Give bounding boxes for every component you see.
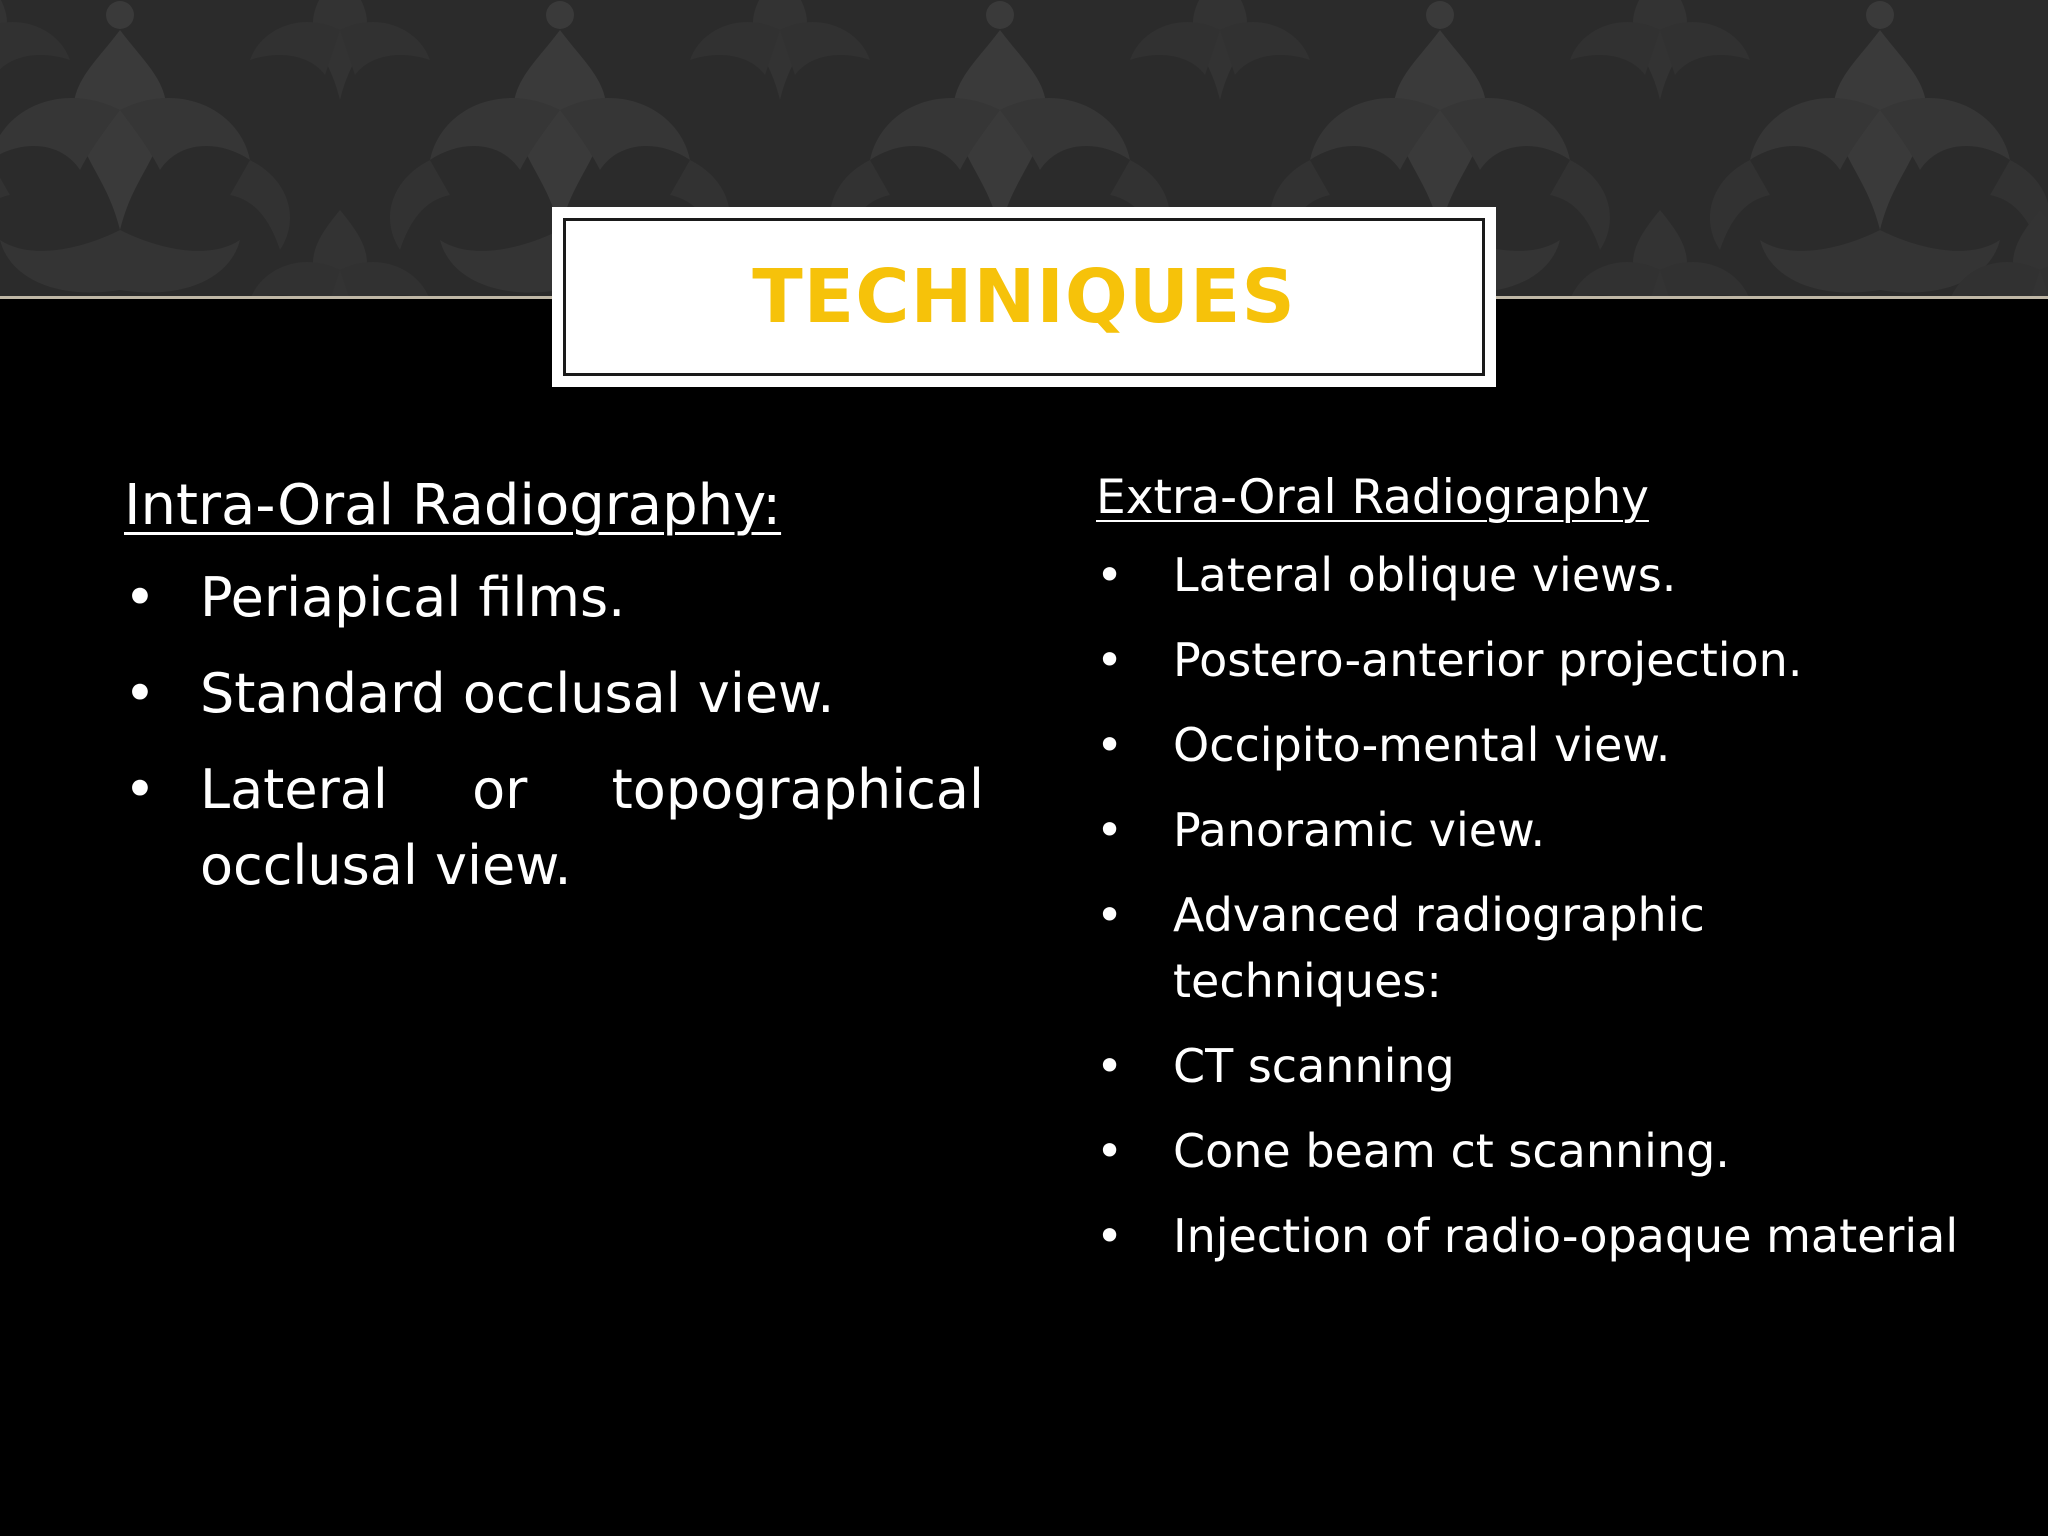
extra-oral-heading: Extra-Oral Radiography xyxy=(1096,470,1649,525)
list-item xyxy=(1096,627,1976,693)
list-item-text: Advanced radiographic techniques: xyxy=(1173,888,1705,1008)
list-item xyxy=(1096,1118,1976,1184)
bullet-icon: • xyxy=(124,566,156,629)
bullet-icon: • xyxy=(1096,1209,1124,1263)
bullet-icon: • xyxy=(1096,718,1124,772)
list-item-text: Cone beam ct scanning. xyxy=(1173,1124,1730,1178)
list-item-text: Lateral or topographical occlusal view. xyxy=(200,758,984,897)
title-box xyxy=(555,210,1493,384)
intra-oral-column xyxy=(124,470,984,924)
intra-oral-list xyxy=(124,560,984,904)
list-item xyxy=(1096,1203,1976,1269)
bullet-icon: • xyxy=(1096,1124,1124,1178)
list-item xyxy=(124,560,984,636)
list-item-text: Occipito-mental view. xyxy=(1173,718,1671,772)
list-item-text: Injection of radio-opaque material xyxy=(1173,1209,1959,1263)
bullet-icon: • xyxy=(1096,803,1124,857)
bullet-icon: • xyxy=(1096,633,1124,687)
list-item xyxy=(1096,712,1976,778)
list-item xyxy=(1096,882,1976,1014)
list-item xyxy=(1096,1033,1976,1099)
bullet-icon: • xyxy=(1096,1039,1124,1093)
list-item-text: Panoramic view. xyxy=(1173,803,1546,857)
list-item-text: Lateral oblique views. xyxy=(1173,548,1677,602)
title-box-frame xyxy=(563,218,1485,376)
bullet-icon: • xyxy=(124,662,156,725)
list-item-text: Postero-anterior projection. xyxy=(1173,633,1803,687)
list-item-text: Standard occlusal view. xyxy=(200,662,835,725)
list-item xyxy=(124,656,984,732)
extra-oral-column xyxy=(1096,468,1976,1288)
extra-oral-list xyxy=(1096,542,1976,1269)
slide-title: TECHNIQUES xyxy=(752,254,1296,340)
bullet-icon: • xyxy=(1096,548,1124,602)
list-item-text: Periapical films. xyxy=(200,566,626,629)
list-item xyxy=(124,752,984,904)
bullet-icon: • xyxy=(124,758,156,821)
list-item xyxy=(1096,797,1976,863)
list-item xyxy=(1096,542,1976,608)
intra-oral-heading: Intra-Oral Radiography: xyxy=(124,473,782,538)
list-item-text: CT scanning xyxy=(1173,1039,1455,1093)
bullet-icon: • xyxy=(1096,888,1124,942)
